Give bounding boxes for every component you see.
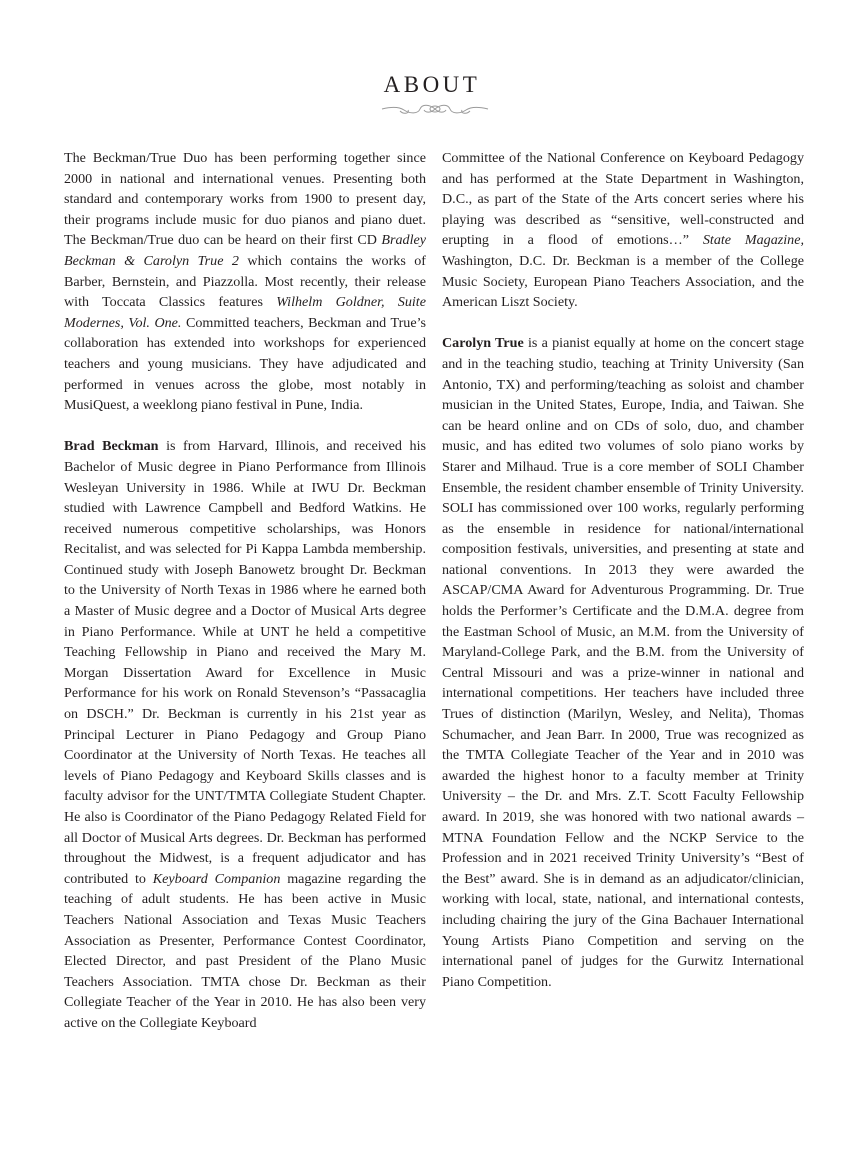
- beckman-text-1: is from Harvard, Illinois, and received his Bachelor of Music degree in Piano Performance from Illinois Wesleyan University in 1986. While at IWU Dr. Beckman studied with Lawrence Campbell and Bedford Watkins. He received numerous competitive scholarships, was Honors Recitalist, and was selected for Pi Kappa Lambda membership. Continued study with Joseph Banowetz brought Dr. Beckman to the University of North Texas in 1986 where he earned both a Master of Music degree and a Doctor of Musical Arts degree in Piano Performance. While at UNT he held a competitive Teaching Fellowship in Piano and received the Mary M. Morgan Dissertation Award for Excellence in Music Performance for his work on Ronald Stevenson’s “Passacaglia on DSCH.” Dr. Beckman is currently in his 21st year as Principal Lecturer in Piano Pedagogy and Group Piano Coordinator at the University of North Texas. He teaches all levels of Piano Pedagogy and Keyboard Skills classes and is faculty advisor for the UNT/TMTA Collegiate Student Chapter. He also is Coordinator of the Piano Pedagogy Related Field for all Doctor of Musical Arts degrees. Dr. Beckman has performed throughout the Midwest, is a frequent adjudicator and has contributed to: [64, 438, 426, 887]
- duo-text-3: Committed teachers, Beckman and True’s collaboration has extended into workshops for experienced teachers and young musicians. They have adjudicated and performed in venues across the globe, most notably in MusiQuest, a weeklong piano festival in Pune, India.: [64, 314, 426, 414]
- left-column: [64, 148, 426, 1054]
- true-text-1: is a pianist equally at home on the concert stage and in the teaching studio, teaching at Trinity University (San Antonio, TX) and performing/teaching as soloist and chamber musician in the United States, Europe, India, and Taiwan. She can be heard online and on CDs of solo, duo, and chamber music, and has edited two volumes of solo piano works by Starer and Milhaud. True is a core member of SOLI Chamber Ensemble, the resident chamber ensemble of Trinity University. SOLI has commissioned over 100 works, regularly performing as the ensemble in residence for national/international composition festivals, universities, and presenting at state and national conventions. In 2013 they were awarded the ASCAP/CMA Award for Adventurous Programming. Dr. True holds the Performer’s Certificate and the D.M.A. degree from the Eastman School of Music, an M.M. from the University of Maryland-College Park, and the B.M. from the University of Central Missouri and was a prize-winner in national and international competitions. Her teachers have included three Trues of distinction (Marilyn, Wesley, and Nelita), Thomas Schumacher, and Jean Barr. In 2000, True was recognized as the TMTA Collegiate Teacher of the Year and in 2010 was awarded the highest honor to a faculty member at Trinity University – the Dr. and Mrs. Z.T. Scott Faculty Fellowship award. In 2019, she was honored with two national awards – MTNA Foundation Fellow and the NCKP Service to the Profession and in 2021 received Trinity University’s “Best of the Best” award. She is in demand as an adjudicator/clinician, working with local, state, national, and international contests, including chairing the jury of the Gina Bachauer International Young Artists Piano Competition and serving on the international panel of judges for the Gurwitz International Piano Competition.: [442, 335, 805, 990]
- beckman-cont-text-2: Washington, D.C. Dr. Beckman is a member of the College Music Society, European Piano Teachers Association, and the American Liszt Society.: [442, 252, 804, 311]
- release-title: Wilhelm Goldner, Suite Modernes, Vol. One.: [64, 294, 426, 331]
- duo-text-1: The Beckman/True Duo has been performing together since 2000 in national and international venues. Presenting both standard and contemporary works from 1900 to present day, their programs include music for duo pianos and piano duet. The Beckman/True duo can be heard on their first CD: [64, 150, 426, 249]
- right-column: [442, 148, 804, 1013]
- cd-title: Bradley Beckman & Carolyn True 2: [64, 232, 426, 269]
- beckman-paragraph: [64, 436, 426, 1033]
- beckman-cont-text-1: Committee of the National Conference on Keyboard Pedagogy and has performed at the State Department in Washington, D.C., as part of the State of the Arts concert series where his playing was described as “sensitive, well-constructed and erupting in a flood of emotions…”: [442, 150, 804, 249]
- source-title: State Magazine,: [702, 232, 805, 249]
- beckman-continued-paragraph: [442, 148, 804, 313]
- page-title: ABOUT: [383, 72, 481, 97]
- duo-text-2: which contains the works of Barber, Bernstein, and Piazzolla. Most recently, their release with Toccata Classics features: [64, 252, 426, 311]
- flourish-divider-icon: [380, 101, 490, 117]
- beckman-name: Brad Beckman: [64, 438, 159, 455]
- true-name: Carolyn True: [442, 335, 524, 352]
- true-paragraph: [442, 333, 804, 992]
- duo-paragraph: [64, 148, 426, 416]
- beckman-text-2: magazine regarding the teaching of adult students. He has been active in Music Teachers National Association and Texas Music Teachers Association as Presenter, Performance Contest Coordinator, Elected Director, and past President of the Plano Music Teachers Association. TMTA chose Dr. Beckman as their Collegiate Teacher of the Year in 2010. He has also been very active on the Collegiate Keyboard: [64, 870, 426, 1031]
- magazine-title: Keyboard Companion: [152, 870, 281, 887]
